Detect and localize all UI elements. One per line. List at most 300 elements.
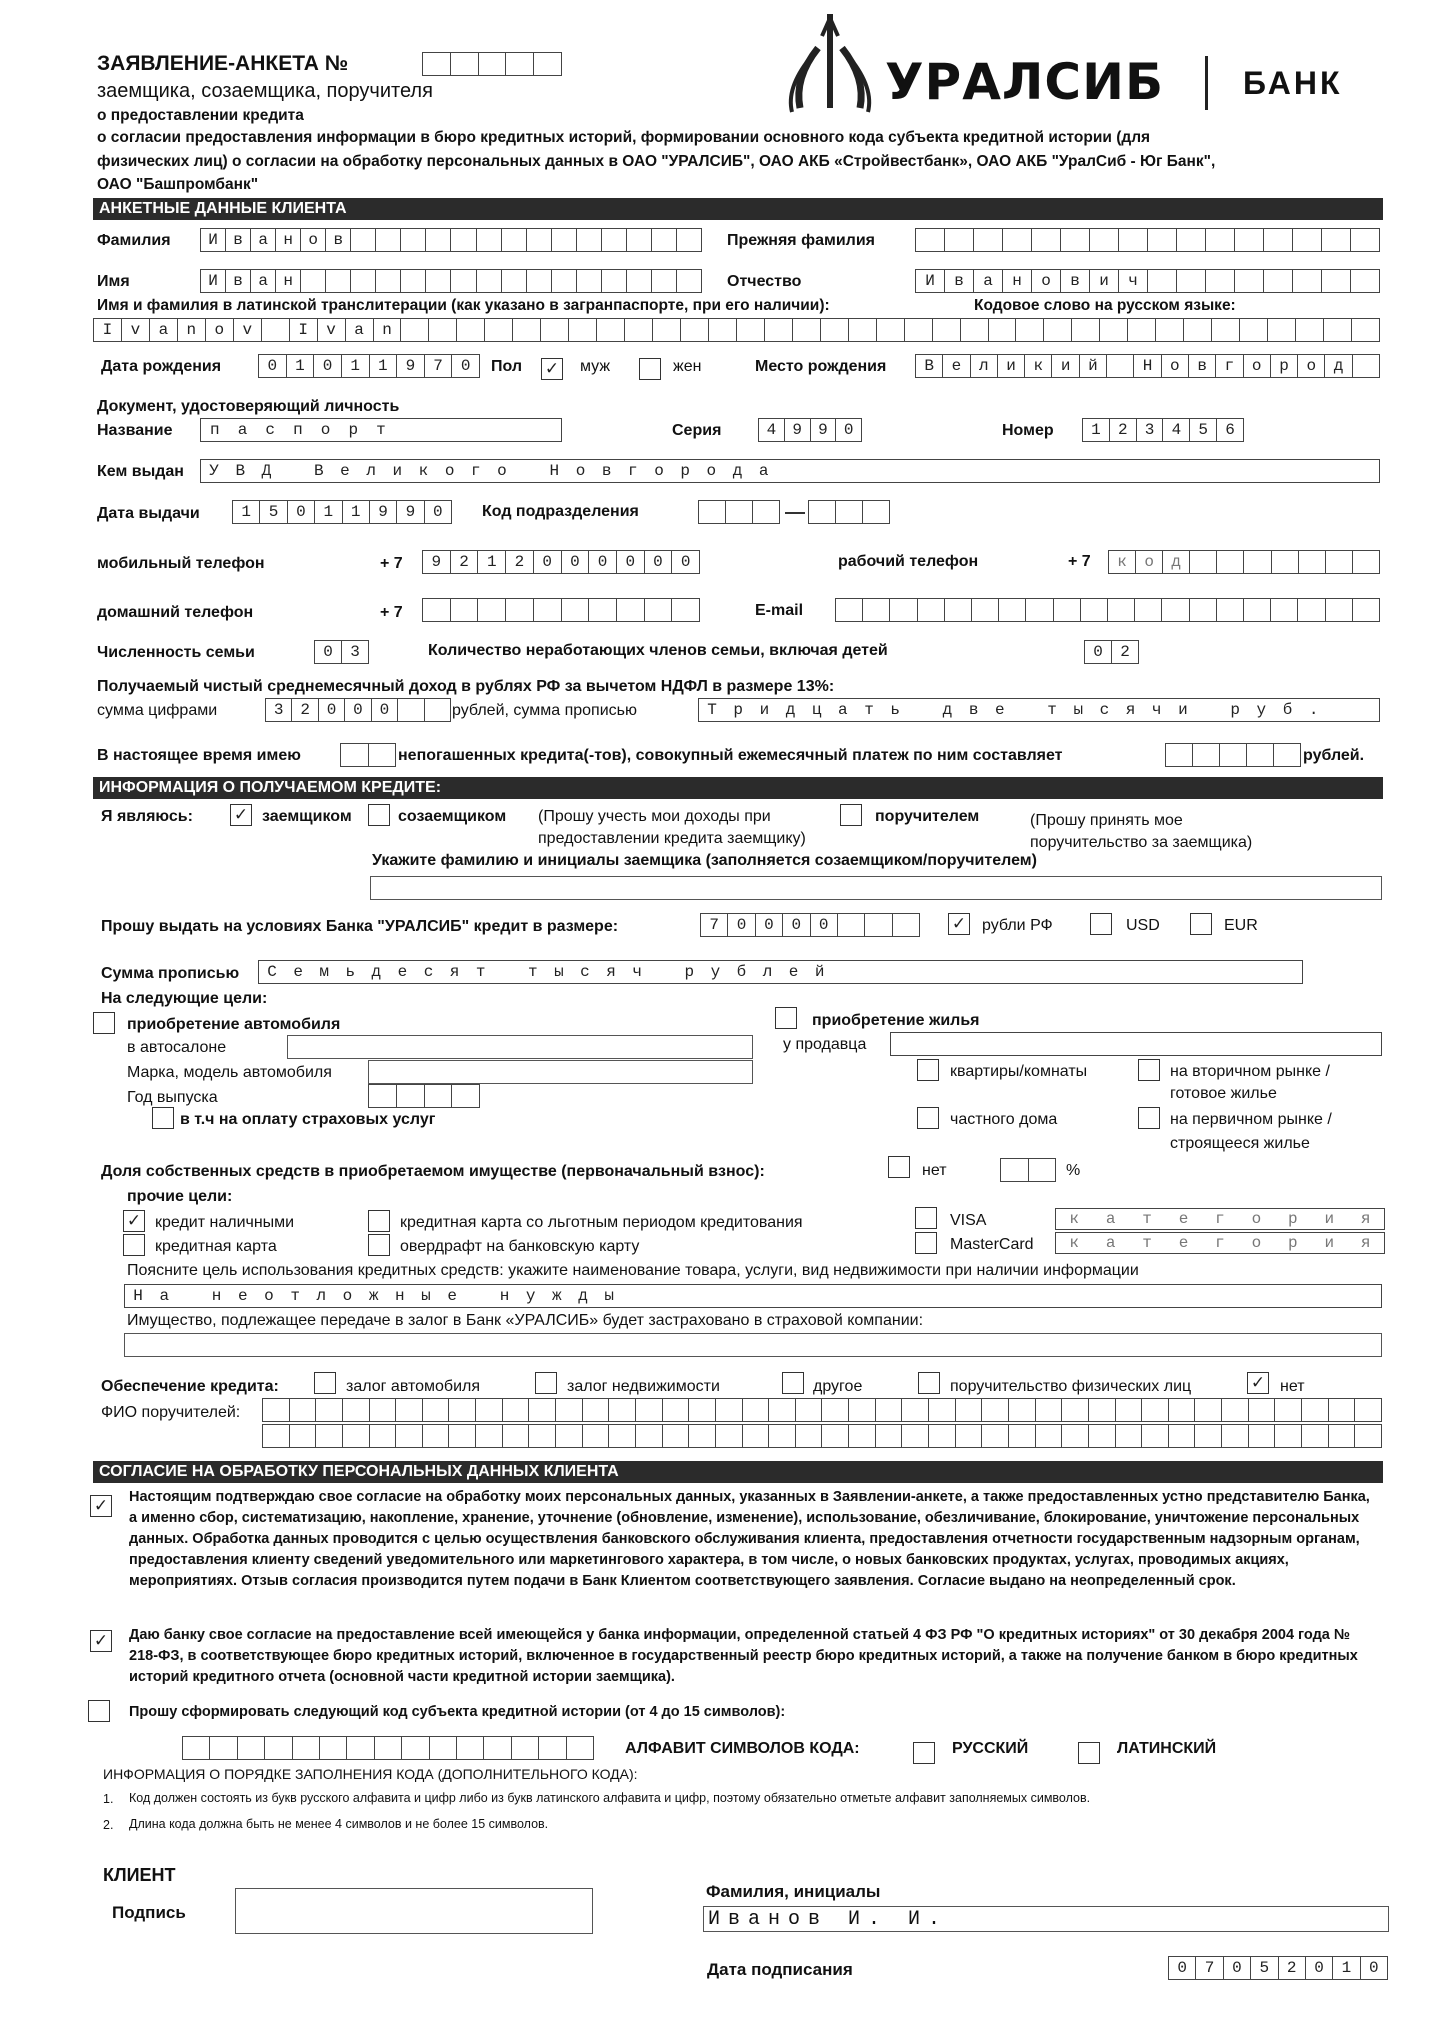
cell: д	[1163, 551, 1190, 573]
credit-card-checkbox[interactable]	[123, 1234, 145, 1256]
cell: л	[366, 462, 376, 480]
cell: е	[994, 701, 1005, 719]
other-pledge-checkbox[interactable]	[782, 1372, 804, 1394]
cell: м	[319, 963, 329, 981]
cell	[1326, 551, 1353, 573]
number-field[interactable]	[1082, 418, 1244, 442]
cell: о	[575, 462, 586, 480]
cell: а	[251, 229, 276, 251]
housing-checkbox[interactable]	[775, 1007, 797, 1029]
cell: 1	[478, 551, 506, 573]
cell: т	[1142, 1234, 1152, 1252]
cell	[796, 1425, 823, 1447]
cell	[1196, 699, 1222, 721]
grace-card-label: кредитная карта со льготным периодом кредитования	[400, 1214, 803, 1231]
cell	[908, 460, 934, 482]
cell	[699, 501, 726, 523]
primary-market-label-1: на первичном рынке /	[1170, 1111, 1332, 1128]
sign-date-field[interactable]	[1168, 1956, 1388, 1980]
patronymic-field[interactable]	[915, 269, 1380, 293]
visa-label: VISA	[950, 1212, 987, 1229]
cell	[1146, 961, 1172, 983]
flat-checkbox[interactable]	[917, 1059, 939, 1081]
subdivision-code-a[interactable]	[698, 500, 780, 524]
cell: 2	[1112, 641, 1139, 663]
cell	[567, 1737, 594, 1759]
series-field[interactable]	[758, 418, 862, 442]
cell	[863, 501, 890, 523]
guarantee-checkbox[interactable]	[918, 1372, 940, 1394]
cell	[343, 1425, 370, 1447]
cell	[972, 599, 999, 621]
cell	[452, 1085, 480, 1107]
cell	[1120, 1285, 1146, 1307]
document-label: Документ, удостоверяющий личность	[97, 398, 400, 415]
signature-label: Подпись	[112, 1903, 186, 1922]
cell	[1169, 1399, 1196, 1421]
cell	[910, 1285, 936, 1307]
mastercard-category-field[interactable]	[1055, 1232, 1385, 1254]
form-title: ЗАЯВЛЕНИЕ-АНКЕТА №	[97, 52, 349, 75]
cell	[341, 744, 369, 766]
cell	[583, 1399, 610, 1421]
cell	[709, 319, 737, 341]
cell: I	[290, 319, 318, 341]
cell: п	[293, 421, 303, 439]
dealer-field[interactable]	[287, 1035, 753, 1059]
cell: о	[1251, 1210, 1262, 1228]
cell: 9	[811, 419, 837, 441]
visa-checkbox[interactable]	[915, 1207, 937, 1229]
cell	[423, 1399, 450, 1421]
cell	[1206, 270, 1235, 292]
cell	[727, 1285, 753, 1307]
cell: г	[1215, 1210, 1225, 1228]
cell	[934, 460, 960, 482]
cell: 0	[562, 551, 590, 573]
cell: т	[1142, 1210, 1152, 1228]
loans-label-a: В настоящее время имею	[97, 747, 301, 764]
loans-label-c: рублей.	[1303, 747, 1365, 764]
insurance-label: в т.ч на оплату страховых услуг	[180, 1111, 436, 1128]
cell: ы	[604, 1287, 614, 1305]
cell	[397, 1085, 425, 1107]
guarantor-note-2: поручительство за заемщика)	[1030, 834, 1253, 851]
cell	[1172, 961, 1198, 983]
cell	[569, 319, 597, 341]
house-checkbox[interactable]	[917, 1107, 939, 1129]
work-phone-prefix: + 7	[1068, 553, 1091, 570]
cell: ы	[1073, 701, 1084, 719]
russian-alphabet-checkbox[interactable]	[913, 1742, 935, 1764]
cell: 4	[1163, 419, 1190, 441]
cell: я	[1125, 701, 1136, 719]
cell	[602, 270, 627, 292]
borrower-checkbox[interactable]: ✓	[230, 804, 252, 826]
cell: 0	[259, 355, 287, 377]
mastercard-checkbox[interactable]	[915, 1232, 937, 1254]
insured-field[interactable]	[124, 1333, 1382, 1357]
cell: 0	[315, 641, 342, 663]
visa-category-field[interactable]	[1055, 1208, 1385, 1230]
cell: n	[374, 319, 402, 341]
cell: 9	[785, 419, 811, 441]
cash-credit-checkbox[interactable]: ✓	[123, 1210, 145, 1232]
cell: 0	[1085, 641, 1112, 663]
cell	[1329, 1399, 1356, 1421]
cell	[829, 460, 855, 482]
family-size-field[interactable]	[314, 640, 369, 664]
own-funds-percent-field[interactable]	[1000, 1158, 1056, 1182]
cell	[177, 1285, 203, 1307]
cell	[1190, 551, 1217, 573]
cell	[425, 699, 451, 721]
cell	[1276, 961, 1303, 983]
doc-name-field[interactable]	[200, 418, 562, 442]
cell: 1	[233, 501, 260, 523]
cell: о	[1251, 1234, 1262, 1252]
cell	[425, 1085, 453, 1107]
home-phone-prefix: + 7	[380, 604, 403, 621]
cell: в	[226, 270, 251, 292]
cell	[1009, 1399, 1036, 1421]
cell: г	[1216, 355, 1243, 377]
consent-2-checkbox[interactable]: ✓	[90, 1630, 112, 1652]
nonworking-field[interactable]	[1084, 640, 1139, 664]
cell	[1089, 1425, 1116, 1447]
section-credit-header: ИНФОРМАЦИЯ О ПОЛУЧАЕМОМ КРЕДИТЕ:	[93, 777, 1383, 799]
cell	[982, 1425, 1009, 1447]
code-request-checkbox[interactable]	[88, 1700, 110, 1722]
security-none-checkbox[interactable]: ✓	[1247, 1372, 1269, 1394]
cell	[577, 229, 602, 251]
cell	[911, 961, 937, 983]
cell	[982, 1399, 1009, 1421]
cell: 1	[1083, 419, 1110, 441]
code-request-label: Прошу сформировать следующий код субъекта кредитной истории (от 4 до 15 символов):	[129, 1704, 786, 1720]
grace-card-checkbox[interactable]	[368, 1210, 390, 1232]
russian-alphabet-label: РУССКИЙ	[952, 1740, 1029, 1757]
car-pledge-checkbox[interactable]	[314, 1372, 336, 1394]
cell: Н	[133, 1287, 143, 1305]
amount-field[interactable]	[700, 913, 920, 937]
income-words-field[interactable]	[698, 698, 1380, 722]
subdivision-dash	[785, 512, 805, 514]
dob-field[interactable]	[258, 354, 480, 378]
cell	[316, 1399, 343, 1421]
consent-paragraph-2: Даю банку свое согласие на предоставление всей имеющейся у банка информации, определенной статьей 4 ФЗ РФ "О кредитных историях" от 30 декабря 2004 года № 218-ФЗ, в соответствующее бюро кредитных историй, включенное в государственный реестр бюро кредитных историй, а также на получение банком в бюро кредитных историй кредитного отчета (основной части кредитной истории заемщика).	[129, 1627, 1358, 1685]
series-label: Серия	[672, 422, 722, 439]
fio-field[interactable]	[703, 1906, 1389, 1932]
cell	[1001, 1159, 1029, 1181]
cell	[1212, 319, 1240, 341]
cell	[1222, 1399, 1249, 1421]
cell	[1136, 1033, 1382, 1055]
cell: 0	[452, 355, 480, 377]
cell	[395, 419, 423, 441]
cell: р	[680, 462, 690, 480]
form-number-field[interactable]	[422, 52, 562, 76]
cell: а	[251, 270, 276, 292]
cell	[534, 599, 562, 621]
male-label: муж	[580, 358, 611, 375]
secondary-market-checkbox[interactable]	[1138, 1059, 1160, 1081]
cell: 9	[423, 551, 451, 573]
birthplace-field[interactable]	[915, 354, 1380, 378]
seller-field[interactable]	[890, 1032, 1382, 1056]
cell	[476, 1425, 503, 1447]
cell	[1351, 229, 1380, 251]
female-checkbox[interactable]	[639, 358, 661, 380]
cell	[1303, 1285, 1329, 1307]
cell	[737, 319, 765, 341]
cell	[1326, 599, 1353, 621]
cell	[1264, 229, 1293, 251]
cell: д	[942, 701, 953, 719]
cell	[476, 1399, 503, 1421]
cell: 5	[1251, 1957, 1278, 1979]
cell: о	[264, 1287, 274, 1305]
cell	[753, 1285, 779, 1307]
cell	[485, 319, 513, 341]
cell	[589, 599, 617, 621]
coborrower-checkbox[interactable]	[368, 804, 390, 826]
secondary-market-label-1: на вторичном рынке /	[1170, 1063, 1330, 1080]
cell	[401, 319, 429, 341]
cell: 0	[728, 914, 755, 936]
cell	[1067, 961, 1093, 983]
cell	[376, 229, 401, 251]
cell	[689, 1399, 716, 1421]
insurance-checkbox[interactable]	[152, 1107, 174, 1129]
prev-surname-field[interactable]	[915, 228, 1380, 252]
cell	[515, 460, 541, 482]
cell: 0	[534, 551, 562, 573]
cell: в	[601, 462, 612, 480]
cell: 0	[756, 914, 783, 936]
cell	[1322, 229, 1351, 251]
cell	[963, 1285, 989, 1307]
cell	[527, 270, 552, 292]
overdraft-checkbox[interactable]	[368, 1234, 390, 1256]
primary-market-checkbox[interactable]	[1138, 1107, 1160, 1129]
cell	[1036, 1425, 1063, 1447]
rub-label: рубли РФ	[982, 917, 1053, 934]
prev-surname-label: Прежняя фамилия	[727, 232, 875, 249]
eur-checkbox[interactable]	[1190, 913, 1212, 935]
own-funds-no-checkbox[interactable]	[888, 1156, 910, 1178]
realty-pledge-checkbox[interactable]	[535, 1372, 557, 1394]
cell	[945, 599, 972, 621]
loans-count-field[interactable]	[340, 743, 396, 767]
cell: с	[423, 963, 434, 981]
cell: н	[276, 229, 301, 251]
cell	[529, 1425, 556, 1447]
cell	[1090, 229, 1119, 251]
cell	[1093, 1285, 1119, 1307]
latin-alphabet-checkbox[interactable]	[1078, 1742, 1100, 1764]
mobile-field[interactable]	[422, 550, 700, 574]
cell	[769, 1425, 796, 1447]
cell	[562, 599, 590, 621]
cell	[1264, 270, 1293, 292]
cell	[1039, 460, 1065, 482]
cell	[1327, 699, 1353, 721]
cell	[1196, 460, 1222, 482]
cell	[902, 1399, 929, 1421]
section-client-header: АНКЕТНЫЕ ДАННЫЕ КЛИЕНТА	[93, 198, 1383, 220]
cell: 3	[266, 699, 292, 721]
issued-field[interactable]	[200, 459, 1380, 483]
guarantors-field-1[interactable]	[262, 1398, 1382, 1422]
cell	[1299, 551, 1326, 573]
cell	[556, 1425, 583, 1447]
cell: т	[1047, 701, 1057, 719]
cell	[449, 1399, 476, 1421]
cell	[506, 599, 534, 621]
cell	[556, 1399, 583, 1421]
cell	[1217, 551, 1244, 573]
cell	[1293, 270, 1322, 292]
cell: а	[1105, 1210, 1116, 1228]
cell: к	[1025, 355, 1052, 377]
cell: е	[340, 462, 350, 480]
subdivision-code-label: Код подразделения	[482, 503, 639, 520]
cell	[1193, 744, 1220, 766]
cell	[1013, 699, 1039, 721]
cell: в	[945, 270, 974, 292]
cell	[916, 229, 945, 251]
email-field[interactable]	[835, 598, 1380, 622]
male-checkbox[interactable]: ✓	[541, 358, 563, 380]
cell	[423, 419, 451, 441]
cell	[793, 319, 821, 341]
cell	[672, 599, 700, 621]
cell	[652, 229, 677, 251]
cell	[1061, 229, 1090, 251]
cell: у	[525, 1287, 536, 1305]
surname-field[interactable]	[200, 228, 702, 252]
cell: v	[318, 319, 346, 341]
income-label: Получаемый чистый среднемесячный доход в рублях РФ за вычетом НДФЛ в размере 13%:	[97, 678, 835, 695]
cell	[1250, 1285, 1276, 1307]
consent-1-checkbox[interactable]: ✓	[90, 1495, 112, 1517]
cell	[1268, 319, 1296, 341]
car-year-field[interactable]	[368, 1084, 480, 1108]
borrower-name-field[interactable]	[370, 876, 1382, 900]
cell	[210, 1737, 237, 1759]
cell	[743, 1399, 770, 1421]
security-none-label: нет	[1280, 1378, 1305, 1395]
car-label: приобретение автомобиля	[127, 1016, 341, 1033]
cell	[881, 460, 907, 482]
cell	[1224, 961, 1250, 983]
cell: а	[1105, 1234, 1116, 1252]
cell: н	[1003, 270, 1032, 292]
sex-label: Пол	[491, 358, 523, 375]
cell	[503, 1399, 530, 1421]
cell	[1355, 1399, 1382, 1421]
cell	[999, 599, 1026, 621]
car-model-field[interactable]	[368, 1060, 753, 1084]
cell: 0	[1169, 1957, 1196, 1979]
cell	[1116, 1425, 1143, 1447]
cell	[675, 1285, 701, 1307]
home-phone-field[interactable]	[422, 598, 700, 622]
guarantor-checkbox[interactable]	[840, 804, 862, 826]
cell	[1235, 229, 1264, 251]
issue-date-field[interactable]	[232, 500, 452, 524]
cell: д	[732, 462, 743, 480]
cell	[821, 319, 849, 341]
cell	[1222, 460, 1248, 482]
cell: й	[814, 963, 825, 981]
cell	[617, 599, 645, 621]
note-2-number: 2.	[103, 1818, 114, 1832]
cell: ч	[1151, 701, 1162, 719]
cell: .	[1308, 701, 1319, 719]
cell	[918, 599, 945, 621]
cell	[960, 460, 986, 482]
realty-pledge-label: залог недвижимости	[567, 1378, 720, 1395]
cell: 7	[1196, 1957, 1223, 1979]
cell	[1044, 319, 1072, 341]
cell	[1244, 599, 1271, 621]
amount-words-field[interactable]	[258, 960, 1303, 984]
cell	[293, 1737, 320, 1759]
cell: т	[864, 701, 874, 719]
cell	[865, 914, 892, 936]
income-digits-field[interactable]	[265, 698, 451, 722]
cell	[1206, 229, 1235, 251]
credit-code-field[interactable]	[182, 1736, 594, 1760]
usd-checkbox[interactable]	[1090, 913, 1112, 935]
name-field[interactable]	[200, 269, 702, 293]
cell: н	[395, 1287, 405, 1305]
cell: и	[1178, 701, 1188, 719]
rub-checkbox[interactable]: ✓	[948, 913, 970, 935]
car-checkbox[interactable]	[93, 1012, 115, 1034]
cell	[398, 699, 424, 721]
dob-label: Дата рождения	[101, 358, 222, 375]
latin-field[interactable]	[93, 318, 1380, 342]
cell	[351, 270, 376, 292]
mastercard-label: MasterCard	[950, 1236, 1034, 1253]
cell	[849, 1425, 876, 1447]
cell: й	[1080, 355, 1107, 377]
guarantors-field-2[interactable]	[262, 1424, 1382, 1448]
coborrower-label: созаемщиком	[398, 808, 507, 825]
section-consent-header: СОГЛАСИЕ НА ОБРАБОТКУ ПЕРСОНАЛЬНЫХ ДАННЫХ КЛИЕНТА	[93, 1461, 1383, 1483]
subdivision-code-b[interactable]	[808, 500, 890, 524]
signature-field[interactable]	[235, 1888, 593, 1934]
other-purposes-label: прочие цели:	[127, 1188, 233, 1205]
cell	[1148, 229, 1177, 251]
work-phone-field[interactable]	[1108, 550, 1380, 574]
cell: 0	[1224, 1957, 1251, 1979]
cell	[265, 1737, 292, 1759]
cell: Т	[707, 701, 717, 719]
cell	[1091, 460, 1117, 482]
cell	[677, 270, 702, 292]
cell: т	[376, 421, 386, 439]
cell	[478, 419, 506, 441]
cell	[805, 1285, 831, 1307]
cell	[986, 460, 1012, 482]
loans-payment-field[interactable]	[1165, 743, 1301, 767]
cell: т	[290, 1287, 300, 1305]
explain-field[interactable]	[124, 1284, 1382, 1308]
